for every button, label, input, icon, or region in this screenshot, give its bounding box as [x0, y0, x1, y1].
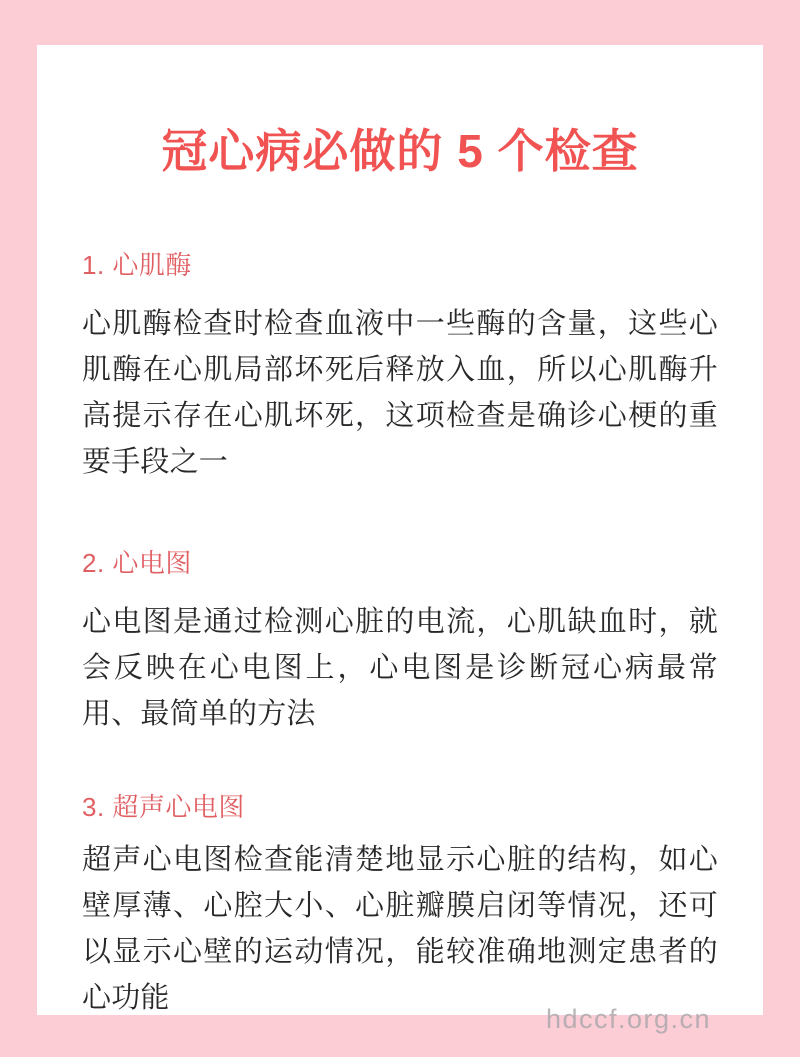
watermark: hdccf.org.cn: [546, 1004, 712, 1034]
section-body: 心电图是通过检测心脏的电流，心肌缺血时，就会反映在心电图上，心电图是诊断冠心病最常用、最简单的方法: [82, 606, 718, 730]
section-body: 心肌酶检查时检查血液中一些酶的含量，这些心肌酶在心肌局部坏死后释放入血，所以心肌酶升高提示存在心肌坏死，这项检查是确诊心梗的重要手段之一: [82, 308, 718, 478]
section-heading: 2. 心电图: [82, 548, 192, 578]
section-ecg: [82, 547, 718, 737]
section-echocardiogram: [82, 791, 718, 1021]
section-heading: 3. 超声心电图: [82, 792, 245, 822]
section-body: 超声心电图检查能清楚地显示心脏的结构，如心壁厚薄、心腔大小、心脏瓣膜启闭等情况，还可以显示心壁的运动情况，能较准确地测定患者的心功能: [82, 844, 718, 1014]
section-heading: 1. 心肌酶: [82, 250, 192, 280]
section-cardiac-enzymes: [82, 249, 718, 485]
page-title: 冠心病必做的 5 个检查: [161, 125, 639, 177]
content-card: [37, 45, 763, 1015]
